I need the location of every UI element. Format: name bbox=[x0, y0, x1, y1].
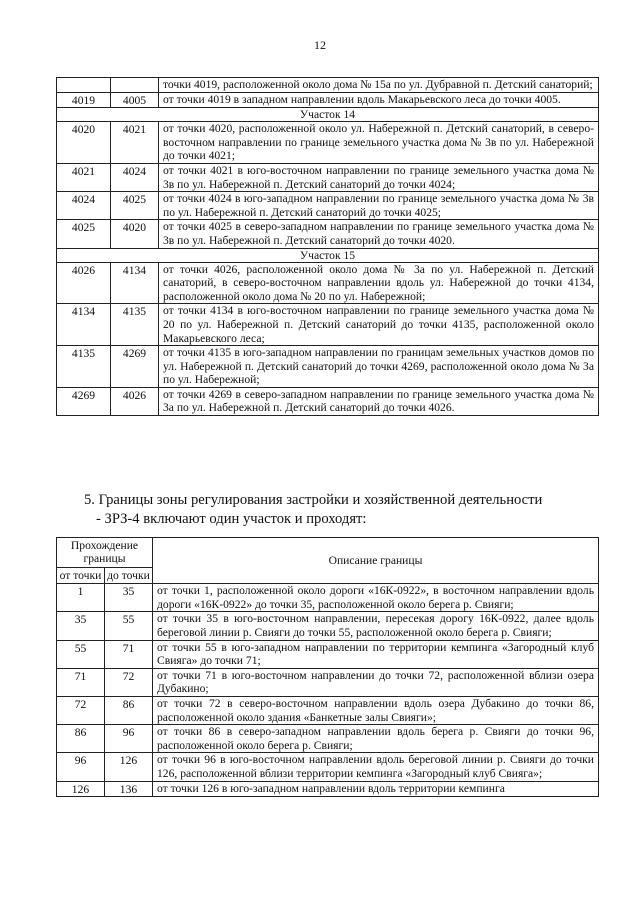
from-point-cell: 4019 bbox=[57, 92, 111, 108]
from-point-cell: 35 bbox=[57, 612, 105, 640]
description-cell: от точки 4135 в юго-западном направлении по границам земельных участков домов по ул. Набережной п. Детский санаторий до точки 4269, расположенной около дома № 3а по ул. Набережной; bbox=[159, 346, 599, 388]
section-row bbox=[57, 248, 599, 262]
description-cell: от точки 4019 в западном направлении вдоль Макарьевского леса до точки 4005. bbox=[159, 92, 599, 108]
table-row bbox=[57, 584, 599, 612]
from-point-cell: 96 bbox=[57, 753, 105, 781]
from-point-cell: 4134 bbox=[57, 304, 111, 346]
description-cell: от точки 55 в юго-западном направлении по территории кемпинга «Загородный клуб Свияга» до точки 71; bbox=[153, 640, 599, 668]
to-point-cell: 4020 bbox=[111, 220, 159, 248]
from-point-cell: 4021 bbox=[57, 163, 111, 191]
description-cell: от точки 96 в юго-восточном направлении вдоль береговой линии р. Свияги до точки 126, расположенной вблизи территории кемпинга «Загородный клуб Свияга»; bbox=[153, 753, 599, 781]
boundary-table-zrz-4 bbox=[56, 537, 599, 797]
description-cell: от точки 71 в юго-восточном направлении до точки 72, расположенной вблизи озера Дубакино; bbox=[153, 668, 599, 696]
to-point-cell: 35 bbox=[105, 584, 153, 612]
table-row bbox=[57, 192, 599, 220]
description-cell: от точки 86 в северо-западном направлении вдоль берега р. Свияги до точки 96, расположенной около берега р. Свияги; bbox=[153, 725, 599, 753]
description-cell: от точки 1, расположенной около дороги «16К-0922», в восточном направлении вдоль дороги «16К-0922» до точки 35, расположенной около берега р. Свияги; bbox=[153, 584, 599, 612]
section-heading-zrz-4 bbox=[84, 491, 604, 529]
section-heading-line-2: - ЗРЗ-4 включают один участок и проходят: bbox=[96, 511, 367, 527]
to-point-cell: 126 bbox=[105, 753, 153, 781]
section-heading-line-1: 5. Границы зоны регулирования застройки и хозяйственной деятельности bbox=[84, 492, 543, 508]
table-row bbox=[57, 78, 599, 93]
table-row bbox=[57, 122, 599, 164]
to-point-cell: 4021 bbox=[111, 122, 159, 164]
table-row bbox=[57, 668, 599, 696]
table-row bbox=[57, 725, 599, 753]
description-cell: от точки 72 в северо-восточном направлении вдоль озера Дубакино до точки 86, расположенной около здания «Банкетные залы Свияги»; bbox=[153, 696, 599, 724]
description-cell: от точки 4134 в юго-восточном направлении по границе земельного участка дома № 20 по ул. Набережной п. Детский санаторий до точки 4135, расположенной около Макарьевского леса; bbox=[159, 304, 599, 346]
to-point-cell: 72 bbox=[105, 668, 153, 696]
to-point-cell: 86 bbox=[105, 696, 153, 724]
to-point-cell: 4005 bbox=[111, 92, 159, 108]
description-cell: от точки 4026, расположенной около дома № 3а по ул. Набережной п. Детский санаторий, в северо-восточном направлении вдоль ул. Набережной до точки 4134, расположенной около дома № 20 по ул. Набережной; bbox=[159, 262, 599, 304]
boundary-table-zone-continued bbox=[56, 77, 599, 416]
header-passage: Прохождение границы bbox=[57, 538, 153, 568]
to-point-cell bbox=[111, 78, 159, 93]
from-point-cell: 55 bbox=[57, 640, 105, 668]
to-point-cell: 55 bbox=[105, 612, 153, 640]
table-row bbox=[57, 304, 599, 346]
table-row bbox=[57, 163, 599, 191]
description-cell: от точки 4269 в северо-западном направлении по границе земельного участка дома № 3а по ул. Набережной п. Детский санаторий до точки 4026. bbox=[159, 387, 599, 415]
from-point-cell: 4269 bbox=[57, 387, 111, 415]
from-point-cell: 1 bbox=[57, 584, 105, 612]
table-row bbox=[57, 387, 599, 415]
table-row bbox=[57, 640, 599, 668]
from-point-cell: 72 bbox=[57, 696, 105, 724]
section-label: Участок 14 bbox=[57, 108, 599, 122]
description-cell: от точки 4025 в северо-западном направлении по границе земельного участка дома № 3в по ул. Набережной п. Детский санаторий до точки 4020. bbox=[159, 220, 599, 248]
header-from-point: от точки bbox=[57, 567, 105, 583]
table-row bbox=[57, 262, 599, 304]
table-row bbox=[57, 92, 599, 108]
from-point-cell: 126 bbox=[57, 781, 105, 797]
from-point-cell: 4026 bbox=[57, 262, 111, 304]
description-cell: точки 4019, расположенной около дома № 15а по ул. Дубравной п. Детский санаторий; bbox=[159, 78, 599, 93]
table-header-row bbox=[57, 538, 599, 568]
to-point-cell: 4026 bbox=[111, 387, 159, 415]
to-point-cell: 4269 bbox=[111, 346, 159, 388]
to-point-cell: 96 bbox=[105, 725, 153, 753]
description-cell: от точки 4021 в юго-восточном направлении по границе земельного участка дома № 3в по ул. Набережной п. Детский санаторий до точки 4024; bbox=[159, 163, 599, 191]
to-point-cell: 4024 bbox=[111, 163, 159, 191]
header-to-point: до точки bbox=[105, 567, 153, 583]
table-row bbox=[57, 220, 599, 248]
table-row bbox=[57, 612, 599, 640]
page-number: 12 bbox=[314, 38, 326, 52]
description-cell: от точки 4020, расположенной около ул. Набережной п. Детский санаторий, в северо-восточном направлении по границе земельного участка дома № 3в по ул. Набережной до точки 4021; bbox=[159, 122, 599, 164]
from-point-cell: 86 bbox=[57, 725, 105, 753]
header-description: Описание границы bbox=[153, 538, 599, 584]
from-point-cell bbox=[57, 78, 111, 93]
section-row bbox=[57, 108, 599, 122]
table-row bbox=[57, 753, 599, 781]
from-point-cell: 4020 bbox=[57, 122, 111, 164]
section-label: Участок 15 bbox=[57, 248, 599, 262]
from-point-cell: 4025 bbox=[57, 220, 111, 248]
table-row bbox=[57, 696, 599, 724]
to-point-cell: 4025 bbox=[111, 192, 159, 220]
to-point-cell: 4135 bbox=[111, 304, 159, 346]
from-point-cell: 4135 bbox=[57, 346, 111, 388]
description-cell: от точки 35 в юго-восточном направлении, пересекая дорогу 16К-0922, далее вдоль береговой линии р. Свияги до точки 55, расположенной около берега р. Свияги; bbox=[153, 612, 599, 640]
from-point-cell: 4024 bbox=[57, 192, 111, 220]
table-row bbox=[57, 346, 599, 388]
from-point-cell: 71 bbox=[57, 668, 105, 696]
description-cell: от точки 4024 в юго-западном направлении по границе земельного участка дома № 3в по ул. Набережной п. Детский санаторий до точки 4025; bbox=[159, 192, 599, 220]
to-point-cell: 4134 bbox=[111, 262, 159, 304]
description-cell: от точки 126 в юго-западном направлении вдоль территории кемпинга bbox=[153, 781, 599, 797]
to-point-cell: 71 bbox=[105, 640, 153, 668]
table-row bbox=[57, 781, 599, 797]
to-point-cell: 136 bbox=[105, 781, 153, 797]
